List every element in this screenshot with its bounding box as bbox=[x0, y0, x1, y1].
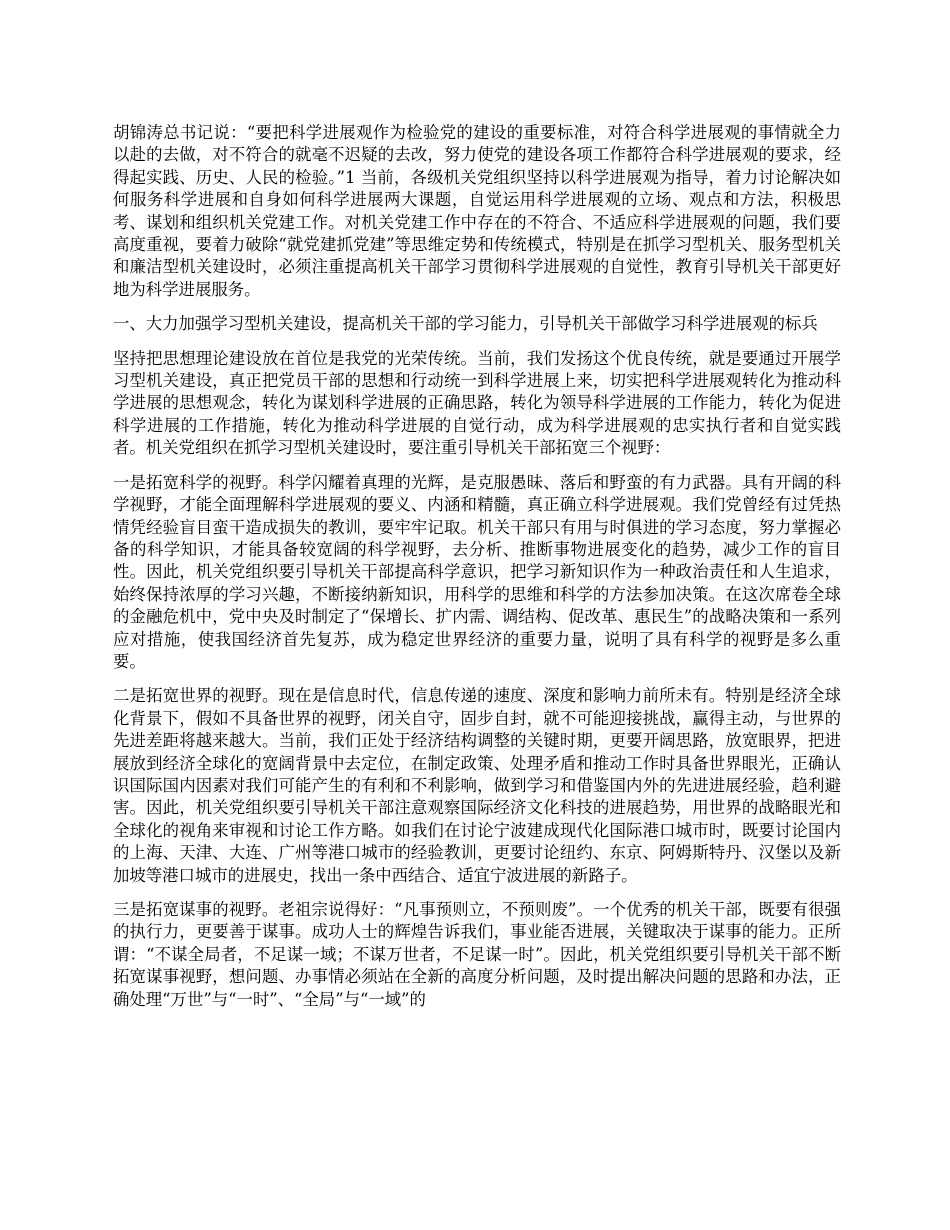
point-3-paragraph: 三是拓宽谋事的视野。老祖宗说得好：“凡事预则立，不预则废”。一个优秀的机关干部，既要有很强的执行力，更要善于谋事。成功人士的辉煌告诉我们，事业能否进展，关键取决于谋事的能力。正所谓：“不谋全局者，不足谋一域；不谋万世者，不足谋一时”。因此，机关党组织要引导机关干部不断拓宽谋事视野，想问题、办事情必须站在全新的高度分析问题，及时提出解决问题的思路和办法，正确处理“万世”与“一时”、“全局”与“一域”的 bbox=[113, 900, 841, 1009]
section-heading-1: 一、大力加强学习型机关建设，提高机关干部的学习能力，引导机关干部做学习科学进展观的标兵 bbox=[113, 314, 818, 334]
intro-paragraph: 胡锦涛总书记说：“要把科学进展观作为检验党的建设的重要标准，对符合科学进展观的事情就全力以赴的去做，对不符合的就毫不迟疑的去改，努力使党的建设各项工作都符合科学进展观的要求，经得起实践、历史、人民的检验。”1 当前，各级机关党组织坚持以科学进展观为指导，着力讨论解决如何服务科学进展和自身如何科学进展两大课题，自觉运用科学进展观的立场、观点和方法，积极思考、谋划和组织机关党建工作。对机关党建工作中存在的不符合、不适应科学进展观的问题，我们要高度重视，要着力破除“就党建抓党建”等思维定势和传统模式，特别是在抓学习型机关、服务型机关和廉洁型机关建设时，必须注重提高机关干部学习贯彻科学进展观的自觉性，教育引导机关干部更好地为科学进展服务。 bbox=[113, 123, 841, 299]
document-page bbox=[113, 122, 841, 1023]
section-1-paragraph: 坚持把思想理论建设放在首位是我党的光荣传统。当前，我们发扬这个优良传统，就是要通过开展学习型机关建设，真正把党员干部的思想和行动统一到科学进展上来，切实把科学进展观转化为推动科学进展的思想观念，转化为谋划科学进展的正确思路，转化为领导科学进展的工作能力，转化为促进科学进展的工作措施，转化为推动科学进展的自觉行动，成为科学进展观的忠实执行者和自觉实践者。机关党组织在抓学习型机关建设时，要注重引导机关干部拓宽三个视野： bbox=[113, 348, 841, 458]
point-1-paragraph: 一是拓宽科学的视野。科学闪耀着真理的光辉，是克服愚昧、落后和野蛮的有力武器。具有开阔的科学视野，才能全面理解科学进展观的要义、内涵和精髓，真正确立科学进展观。我们党曾经有过凭热情凭经验盲目蛮干造成损失的教训，要牢牢记取。机关干部只有用与时俱进的学习态度，努力掌握必备的科学知识，才能具备较宽阔的科学视野，去分析、推断事物进展变化的趋势，减少工作的盲目性。因此，机关党组织要引导机关干部提高科学意识，把学习新知识作为一种政治责任和人生追求，始终保持浓厚的学习兴趣，不断接纳新知识，用科学的思维和科学的方法参加决策。在这次席卷全球的金融危机中，党中央及时制定了“保增长、扩内需、调结构、促改革、惠民生”的战略决策和一系列应对措施，使我国经济首先复苏，成为稳定世界经济的重要力量，说明了具有科学的视野是多么重要。 bbox=[113, 472, 841, 671]
point-2-paragraph: 二是拓宽世界的视野。现在是信息时代，信息传递的速度、深度和影响力前所未有。特别是经济全球化背景下，假如不具备世界的视野，闭关自守，固步自封，就不可能迎接挑战，赢得主动，与世界的先进差距将越来越大。当前，我们正处于经济结构调整的关键时期，更要开阔思路，放宽眼界，把进展放到经济全球化的宽阔背景中去定位，在制定政策、处理矛盾和推动工作时具备世界眼光，正确认识国际国内因素对我们可能产生的有利和不利影响，做到学习和借鉴国内外的先进进展经验，趋利避害。因此，机关党组织要引导机关干部注意观察国际经济文化科技的进展趋势，用世界的战略眼光和全球化的视角来审视和讨论工作方略。如我们在讨论宁波建成现代化国际港口城市时，既要讨论国内的上海、天津、大连、广州等港口城市的经验教训，更要讨论纽约、东京、阿姆斯特丹、汉堡以及新加坡等港口城市的进展史，找出一条中西结合、适宜宁波进展的新路子。 bbox=[113, 686, 841, 885]
